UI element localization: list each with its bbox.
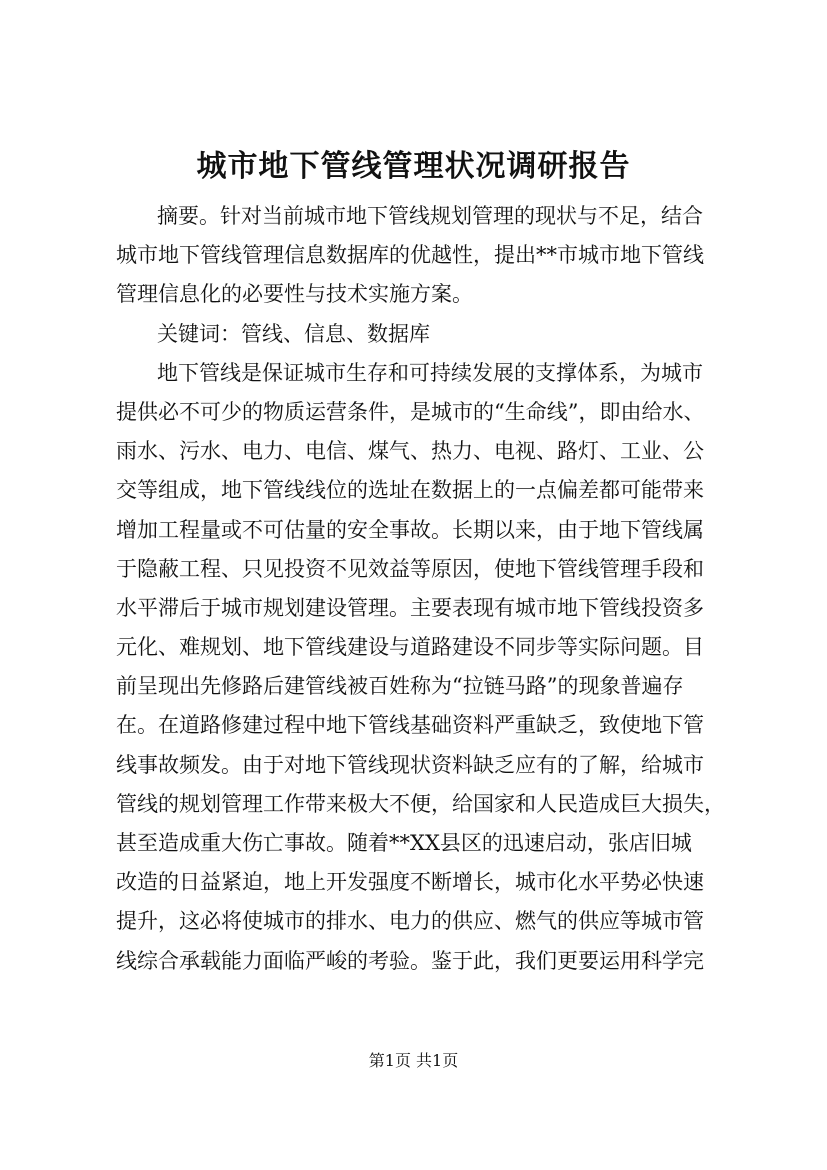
paragraph-line: 线综合承载能力面临严峻的考验。鉴于此，我们更要运用科学完 [116,948,704,973]
paragraph-line: 在。在道路修建过程中地下管线基础资料严重缺乏，致使地下管 [116,713,704,738]
paragraph-line: 水平滞后于城市规划建设管理。主要表现有城市地下管线投资多 [116,595,704,620]
paragraph-line: 管线的规划管理工作带来极大不便，给国家和人民造成巨大损失， [116,791,725,816]
paragraph-line: 地下管线是保证城市生存和可持续发展的支撑体系，为城市 [157,360,703,385]
keywords-line: 关键词：管线、信息、数据库 [157,321,430,346]
paragraph-line: 提供必不可少的物质运营条件，是城市的“生命线”，即由给水、 [116,399,705,424]
paragraph-line: 于隐蔽工程、只见投资不见效益等原因，使地下管线管理手段和 [116,556,704,581]
paragraph-line: 交等组成，地下管线线位的选址在数据上的一点偏差都可能带来 [116,478,704,503]
document-body [116,197,738,981]
paragraph-line: 提升，这必将使城市的排水、电力的供应、燃气的供应等城市管 [116,909,704,934]
paragraph-line: 雨水、污水、电力、电信、煤气、热力、电视、路灯、工业、公 [116,439,704,464]
document-title: 城市地下管线管理状况调研报告 [196,149,631,184]
paragraph-line: 元化、难规划、地下管线建设与道路建设不同步等实际问题。目 [116,635,704,660]
page-footer: 第1页 共1页 [368,1051,459,1070]
paragraph-line: 甚至造成重大伤亡事故。随着**XX县区的迅速启动，张店旧城 [116,831,692,855]
paragraph-line: 改造的日益紧迫，地上开发强度不断增长，城市化水平势必快速 [116,870,704,895]
abstract-line: 摘要。针对当前城市地下管线规划管理的现状与不足，结合 [157,204,703,228]
abstract-line: 城市地下管线管理信息数据库的优越性，提出**市城市地下管线 [116,243,704,268]
paragraph-line: 前呈现出先修路后建管线被百姓称为“拉链马路”的现象普遍存 [116,674,684,699]
paragraph-line: 线事故频发。由于对地下管线现状资料缺乏应有的了解，给城市 [116,752,704,777]
abstract-line: 管理信息化的必要性与技术实施方案。 [116,282,473,307]
paragraph-line: 增加工程量或不可估量的安全事故。长期以来，由于地下管线属 [116,517,704,542]
